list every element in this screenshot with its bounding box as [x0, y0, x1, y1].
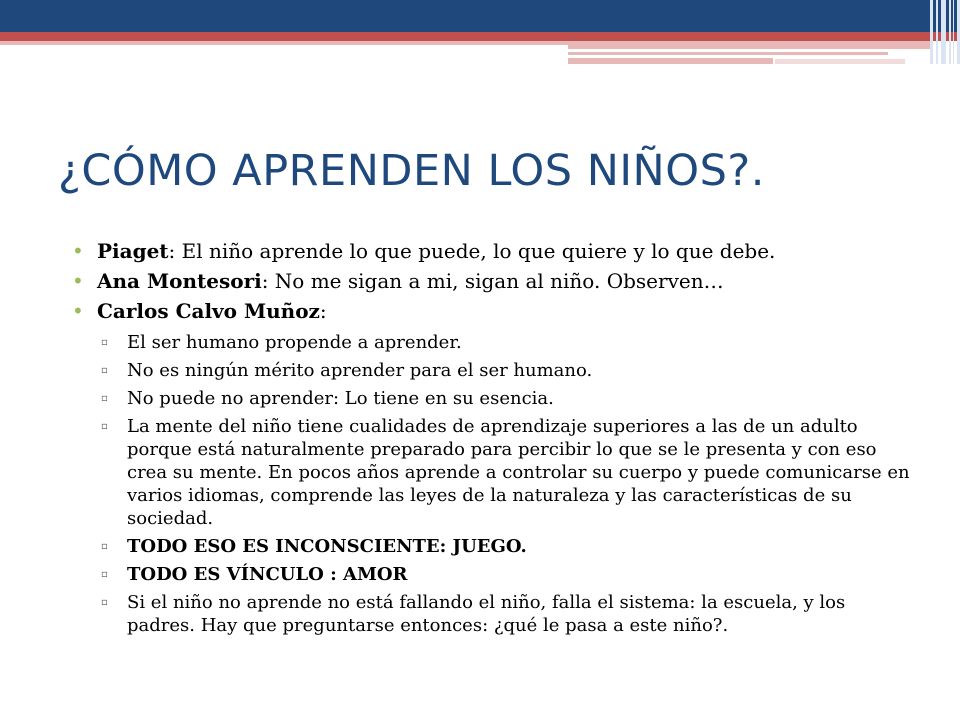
bullet-text: : El niño aprende lo que puede, lo que quiere y lo que debe.: [168, 239, 776, 263]
dot-bullet-icon: •: [72, 239, 84, 263]
sub-bullet-text: TODO ESO ES INCONSCIENTE: JUEGO.: [127, 536, 527, 557]
dot-bullet-icon: •: [72, 269, 84, 293]
header-band-blue: [0, 0, 960, 32]
bullet-label: Piaget: [97, 239, 169, 263]
sub-bullet-text: No es ningún mérito aprender para el ser humano.: [127, 360, 593, 381]
header-band-pink: [568, 58, 773, 64]
sub-bullet: [72, 359, 912, 382]
sub-bullet-text: TODO ES VÍNCULO : AMOR: [127, 564, 408, 585]
square-bullet-icon: ▫: [101, 569, 108, 580]
square-bullet-icon: ▫: [101, 421, 108, 432]
header-band-pink: [568, 45, 930, 49]
dot-bullet-icon: •: [72, 299, 84, 323]
sub-bullet: [72, 415, 912, 530]
header-band-pink: [775, 59, 905, 64]
sub-bullet-text: El ser humano propende a aprender.: [127, 332, 462, 353]
bullet-text: :: [319, 299, 327, 323]
bullet-calvo: [72, 296, 912, 326]
bullet-label: Ana Montesori: [97, 269, 262, 293]
sub-bullet: [72, 535, 912, 558]
sub-bullet: [72, 387, 912, 410]
bullet-montesori: [72, 266, 912, 296]
sub-bullet: [72, 563, 912, 586]
header-stripe: [936, 0, 938, 64]
sub-bullet-text: La mente del niño tiene cualidades de aprendizaje superiores a las de un adulto porque está naturalmente preparado para percibir lo que se le presenta y con eso crea su mente. En pocos años aprende a controlar su cuerpo y puede comunicarse en varios idiomas, comprende las leyes de la naturaleza y las características de su sociedad.: [127, 416, 910, 529]
bullet-label: Carlos Calvo Muñoz: [97, 299, 320, 323]
square-bullet-icon: ▫: [101, 597, 108, 608]
square-bullet-icon: ▫: [101, 365, 108, 376]
header-stripe: [953, 0, 954, 64]
slide-body: [72, 236, 912, 637]
square-bullet-icon: ▫: [101, 541, 108, 552]
sub-bullet-text: Si el niño no aprende no está fallando el niño, falla el sistema: la escuela, y los padres. Hay que preguntarse entonces: ¿qué le pasa a este niño?.: [127, 592, 846, 636]
sub-bullet-text: No puede no aprender: Lo tiene en su esencia.: [127, 388, 554, 409]
bullet-text: : No me sigan a mi, sigan al niño. Observen…: [261, 269, 724, 293]
sub-bullet: [72, 591, 912, 637]
header-stripe: [930, 0, 933, 64]
bullet-piaget: [72, 236, 912, 266]
header-stripe: [941, 0, 946, 64]
header-stripe: [949, 0, 951, 64]
square-bullet-icon: ▫: [101, 337, 108, 348]
square-bullet-icon: ▫: [101, 393, 108, 404]
sub-bullet: [72, 331, 912, 354]
header-band-pink: [568, 52, 888, 55]
slide-title: ¿CÓMO APRENDEN LOS NIÑOS?.: [58, 146, 765, 196]
header-band-red: [0, 32, 960, 41]
